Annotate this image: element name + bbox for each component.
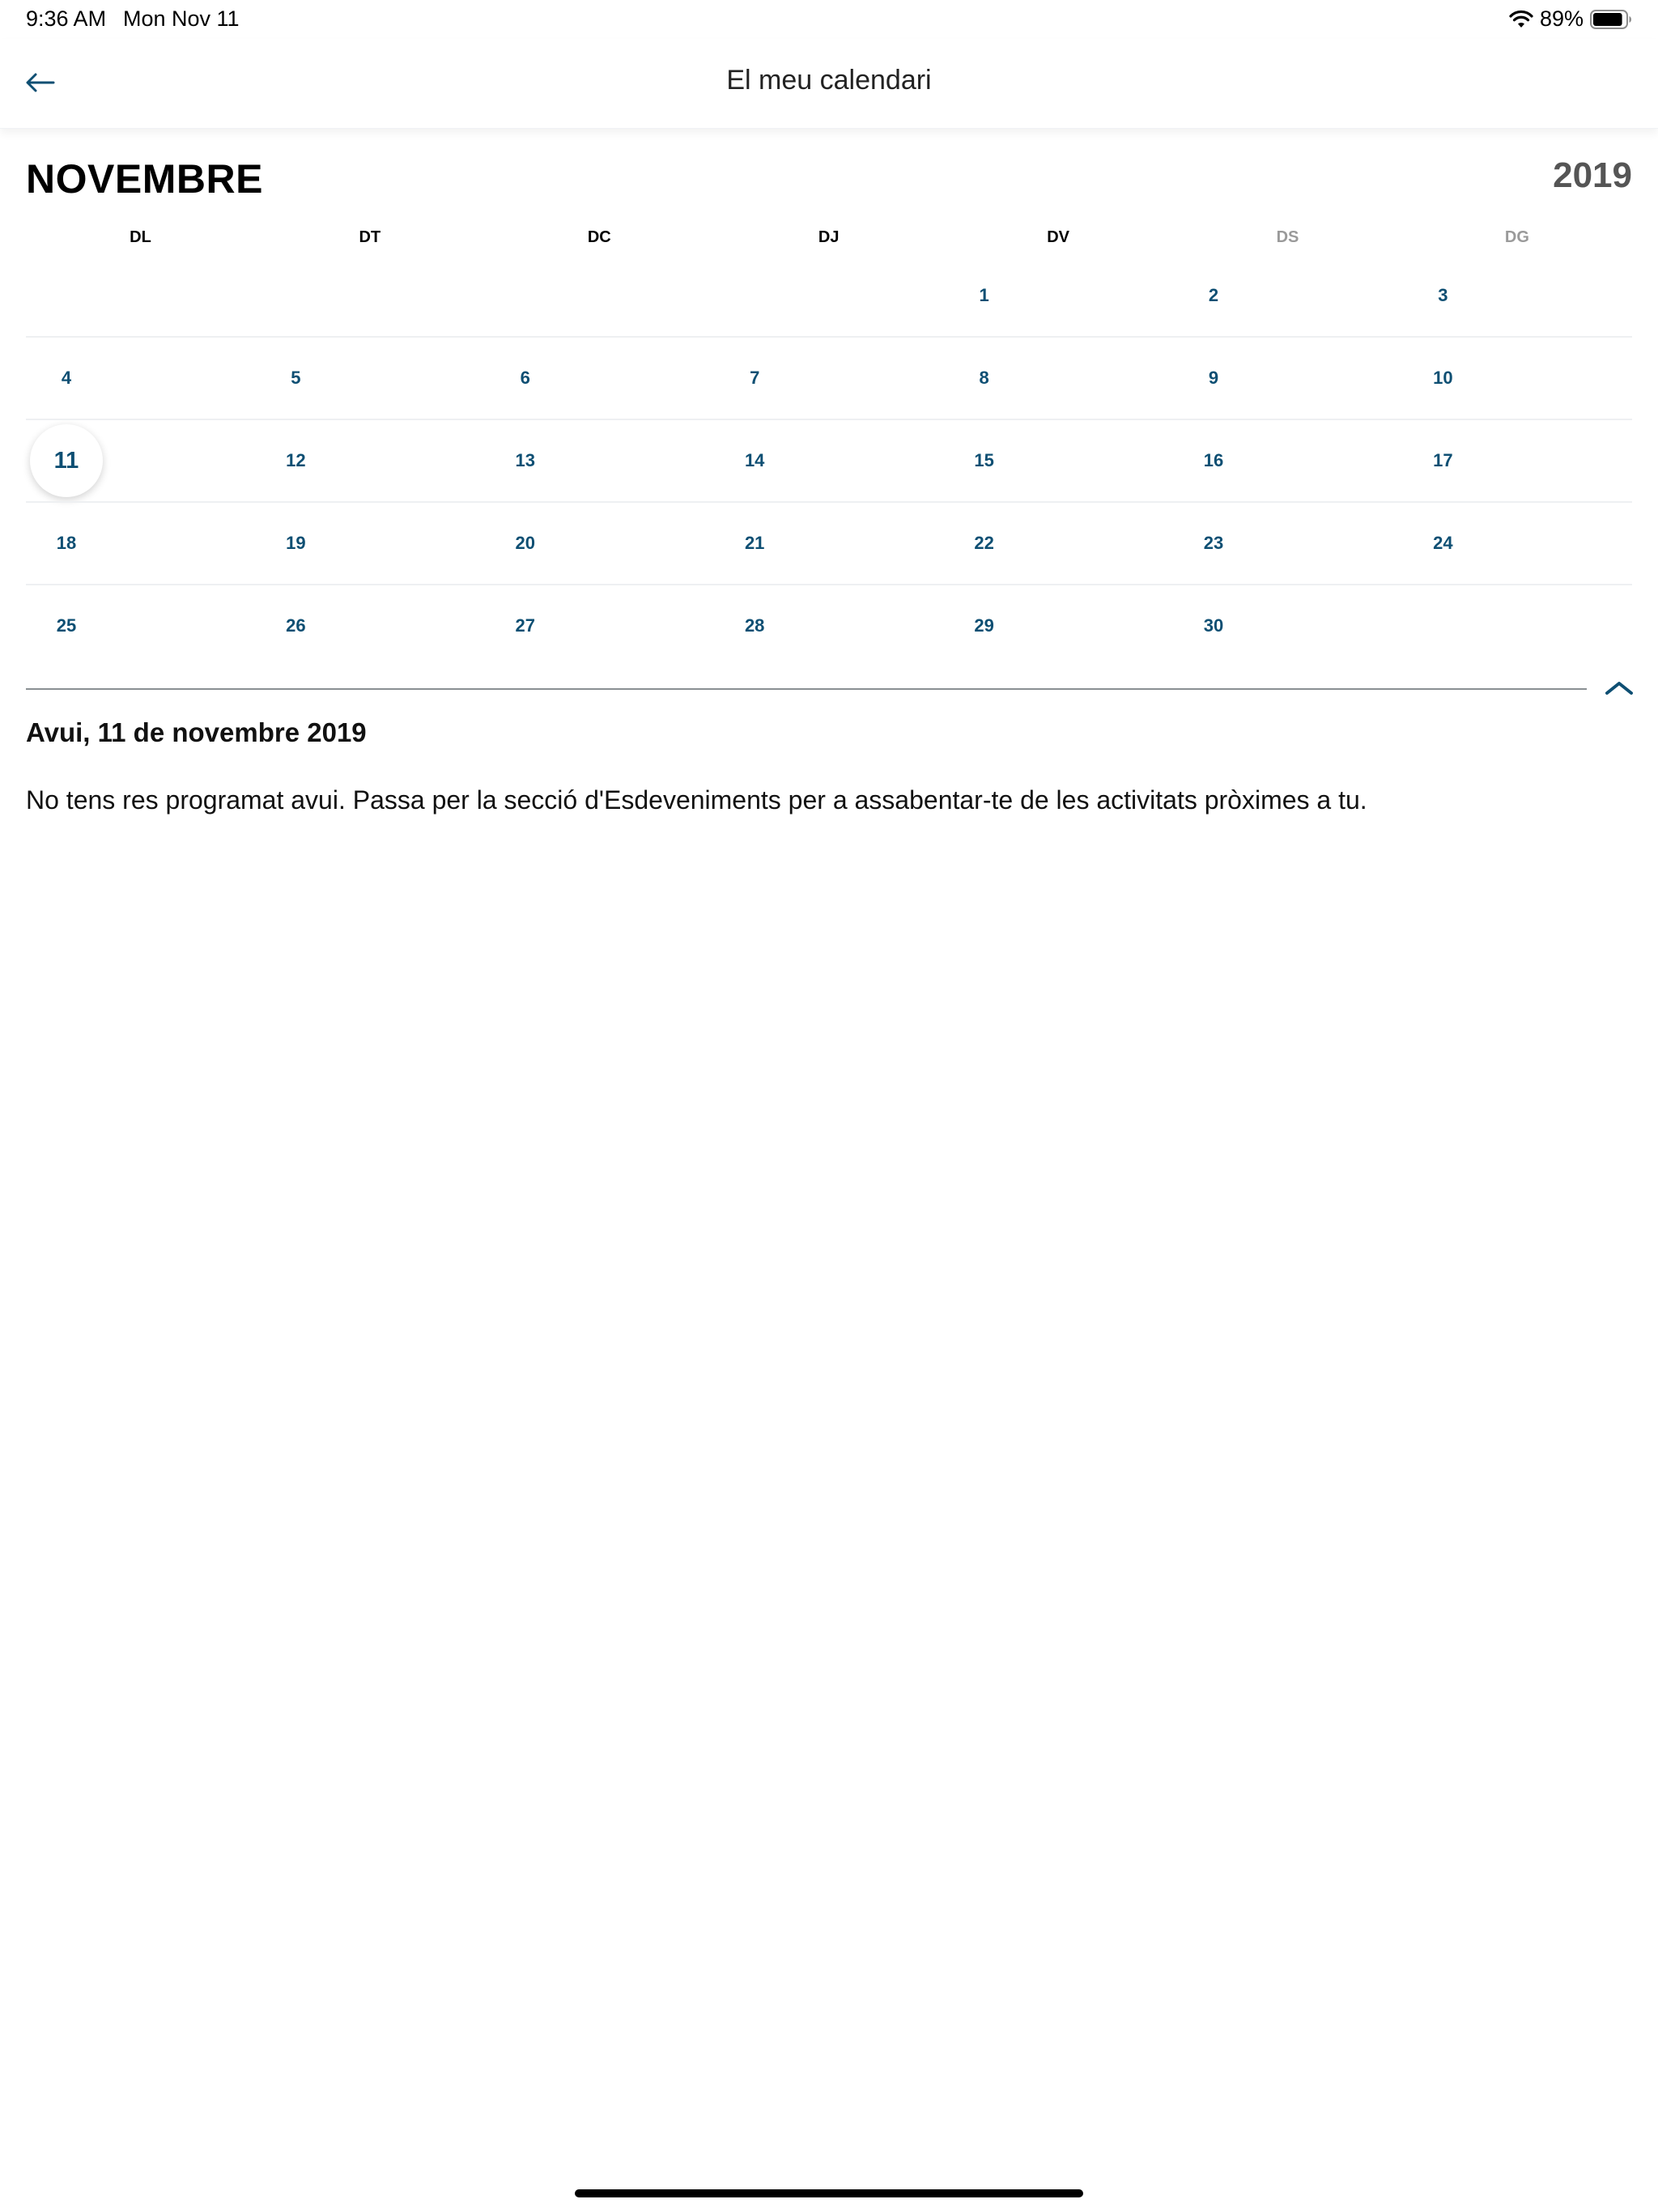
day-cell[interactable]: [255, 420, 336, 501]
day-cell[interactable]: [1402, 255, 1483, 336]
day-number: 16: [1203, 450, 1224, 470]
day-number: 29: [974, 615, 994, 636]
chevron-up-icon: [1605, 679, 1634, 700]
day-number: 3: [1438, 285, 1448, 305]
day-number: 19: [286, 533, 306, 553]
battery-icon: [1590, 9, 1632, 30]
day-cell[interactable]: [1173, 338, 1254, 419]
day-cell[interactable]: [714, 503, 795, 584]
day-number: 25: [56, 615, 77, 636]
day-cell[interactable]: [944, 585, 1025, 666]
day-number: 12: [286, 450, 306, 470]
day-number: 21: [744, 533, 765, 553]
weekday-label: DJ: [818, 228, 840, 246]
day-cell[interactable]: [714, 420, 795, 501]
day-number: 1: [979, 285, 989, 305]
status-date: Mon Nov 11: [123, 6, 240, 31]
status-time: 9:36 AM: [26, 6, 107, 31]
app-header: [0, 39, 1658, 129]
day-number: 14: [744, 450, 765, 470]
day-cell[interactable]: [1173, 503, 1254, 584]
day-number: 8: [979, 368, 989, 388]
weekday-label: DS: [1276, 228, 1299, 246]
day-number: 6: [520, 368, 530, 388]
weekday-label: DL: [130, 228, 151, 246]
day-cell[interactable]: [944, 338, 1025, 419]
day-number: 23: [1203, 533, 1224, 553]
battery-percent: 89%: [1539, 6, 1584, 31]
today-heading: Avui, 11 de novembre 2019: [26, 717, 367, 747]
weekday-label: DT: [359, 228, 381, 246]
day-cell[interactable]: [26, 338, 107, 419]
day-cell[interactable]: [1402, 503, 1483, 584]
day-cell[interactable]: [1402, 420, 1483, 501]
month-title: NOVEMBRE: [26, 156, 263, 202]
day-number: 24: [1433, 533, 1453, 553]
day-cell[interactable]: [26, 585, 107, 666]
day-number: 2: [1208, 285, 1219, 305]
day-number: 26: [286, 615, 306, 636]
weekday-label: DG: [1504, 228, 1529, 246]
calendar-grid: [26, 255, 1632, 666]
day-number: 4: [61, 368, 72, 388]
day-cell[interactable]: [485, 420, 566, 501]
wifi-icon: [1509, 10, 1533, 29]
day-number: 20: [515, 533, 536, 553]
home-indicator[interactable]: [575, 2189, 1083, 2197]
day-cell[interactable]: [714, 338, 795, 419]
day-cell[interactable]: [255, 585, 336, 666]
week-row: [26, 503, 1632, 585]
day-cell[interactable]: [944, 255, 1025, 336]
weekday-label: DV: [1047, 228, 1069, 246]
day-number: 9: [1208, 368, 1219, 388]
status-indicators: [1509, 6, 1632, 32]
day-cell[interactable]: [1173, 585, 1254, 666]
day-cell-today[interactable]: [26, 420, 107, 501]
weekday-label: DC: [587, 228, 611, 246]
day-cell[interactable]: [1173, 255, 1254, 336]
day-cell[interactable]: [485, 338, 566, 419]
day-cell[interactable]: [944, 420, 1025, 501]
day-cell[interactable]: [1402, 338, 1483, 419]
day-number: 13: [515, 450, 536, 470]
week-row: [26, 420, 1632, 503]
day-cell[interactable]: [1173, 420, 1254, 501]
status-bar: [0, 0, 1658, 39]
day-number: 18: [56, 533, 77, 553]
day-cell[interactable]: [255, 503, 336, 584]
calendar-divider: [26, 688, 1587, 690]
day-number: 22: [974, 533, 994, 553]
day-number: 28: [744, 615, 765, 636]
day-number: 10: [1433, 368, 1453, 388]
day-number: 17: [1433, 450, 1453, 470]
week-row: [26, 255, 1632, 338]
collapse-calendar-button[interactable]: [1601, 675, 1637, 703]
day-cell[interactable]: [485, 585, 566, 666]
day-cell[interactable]: [255, 338, 336, 419]
day-number: 30: [1203, 615, 1224, 636]
year-title: 2019: [1553, 155, 1632, 195]
day-cell[interactable]: [26, 503, 107, 584]
day-number: 11: [53, 447, 79, 474]
week-row: [26, 338, 1632, 420]
weekday-header: [26, 228, 1632, 253]
day-cell[interactable]: [714, 585, 795, 666]
day-number: 5: [291, 368, 301, 388]
page-title: El meu calendari: [726, 65, 932, 96]
day-number: 15: [974, 450, 994, 470]
day-number: 7: [750, 368, 760, 388]
day-cell[interactable]: [485, 503, 566, 584]
week-row: [26, 585, 1632, 666]
day-cell[interactable]: [944, 503, 1025, 584]
empty-agenda-message: No tens res programat avui. Passa per la secció d'Esdeveniments per a assabentar-te de les activitats pròximes a tu.: [26, 785, 1367, 815]
day-number: 27: [515, 615, 536, 636]
